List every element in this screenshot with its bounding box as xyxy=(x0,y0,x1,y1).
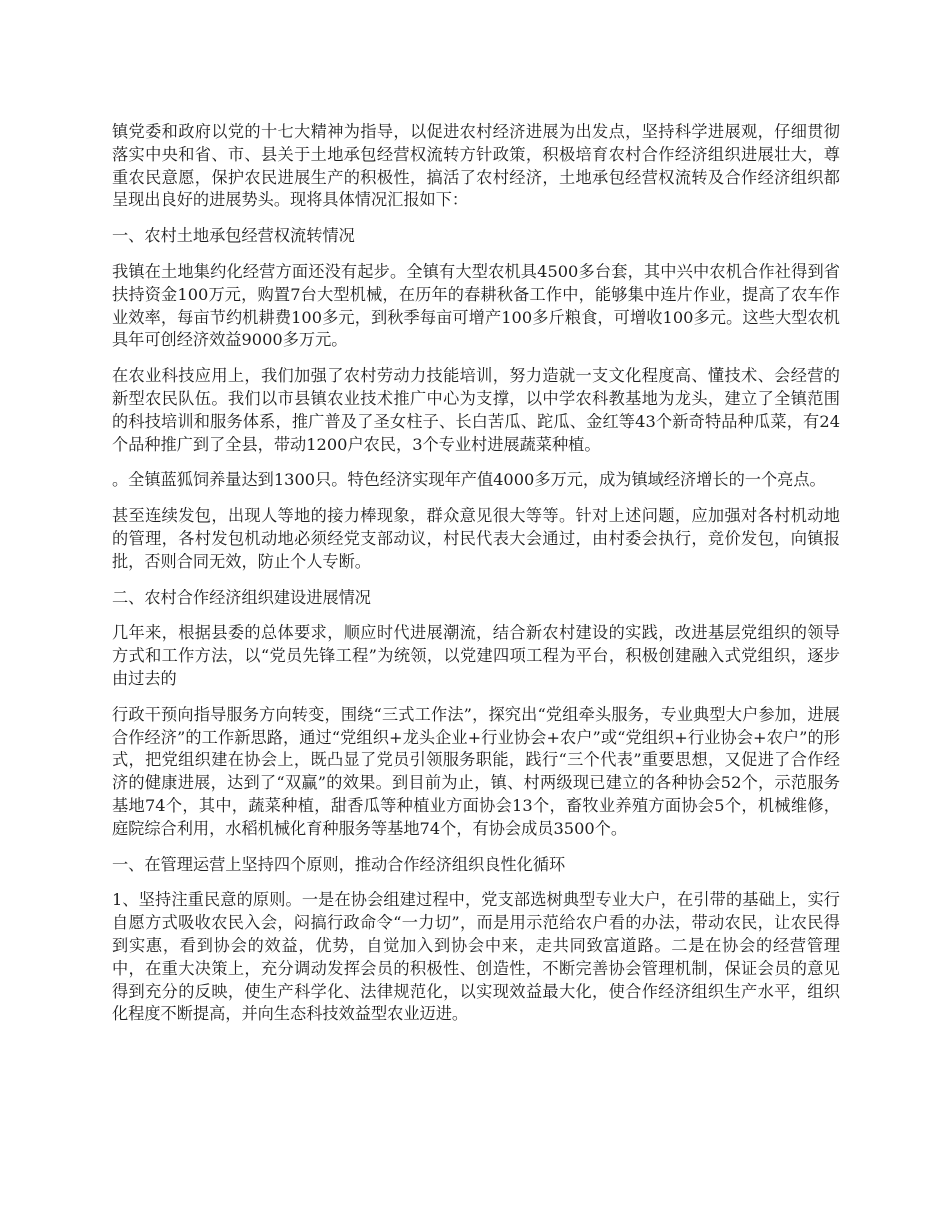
paragraph-technology: 在农业科技应用上，我们加强了农村劳动力技能培训，努力造就一支文化程度高、懂技术、会经营的新型农民队伍。我们以市县镇农业技术推广中心为支撑，以中学农科教基地为龙头，建立了全镇范围的科技培训和服务体系，推广普及了圣女柱子、长白苦瓜、跎瓜、金红等43个新奇特品种瓜菜，有24个品种推广到了全县，带动1200户农民，3个专业村进展蔬菜种植。 xyxy=(112,366,840,454)
section-heading-principles: 一、在管理运营上坚持四个原则，推动合作经济组织良性化循环 xyxy=(112,854,566,874)
section-heading-cooperatives: 二、农村合作经济组织建设进展情况 xyxy=(112,587,371,607)
document-page xyxy=(112,121,840,1039)
paragraph-public-opinion: 1、坚持注重民意的原则。一是在协会组建过程中，党支部选树典型专业大户，在引带的基础上，实行自愿方式吸收农民入会，闷搞行政命令“一力切”，而是用示范给农户看的办法，带动农民，让农民得到实惠，看到协会的效益，优势，自觉加入到协会中来，走共同致富道路。二是在协会的经营管理中，在重大决策上，充分调动发挥会员的积极性、创造性，不断完善协会管理机制，保证会员的意见得到充分的反映，使生产科学化、法律规范化，以实现效益最大化，使合作经济组织生产水平，组织化程度不断提高，并向生态科技效益型农业迈进。 xyxy=(112,890,840,1024)
paragraph-machinery: 我镇在土地集约化经营方面还没有起步。全镇有大型农机具4500多台套，其中兴中农机合作社得到省扶持资金100万元，购置7台大型机械，在历年的春耕秋备工作中，能够集中连片作业，提高了农车作业效率，每亩节约机耕费100多元，到秋季每亩可增产100多斤粮食，可增收100多元。这些大型农机具年可创经济效益9000多万元。 xyxy=(112,261,840,350)
paragraph-associations: 行政干预向指导服务方向转变，围绕“三式工作法”，探究出“党组牵头服务，专业典型大户参加，进展合作经济”的工作新思路，通过“党组织+龙头企业+行业协会+农户”或“党组织+行业协会+农户”的形式，把党组织建在协会上，既凸显了党员引领服务职能，践行“三个代表”重要思想，又促进了合作经济的健康进展，达到了“双赢”的效果。到目前为止，镇、村两级现已建立的各种协会52个，示范服务基地74个，其中，蔬菜种植，甜香瓜等种植业方面协会13个，畜牧业养殖方面协会5个，机械维修，庭院综合利用，水稻机械化育种服务等基地74个，有协会成员3500个。 xyxy=(112,704,840,838)
intro-paragraph: 镇党委和政府以党的十七大精神为指导，以促进农村经济进展为出发点，坚持科学进展观，仔细贯彻落实中央和省、市、县关于土地承包经营权流转方针政策，积极培育农村合作经济组织进展壮大，尊重农民意愿，保护农民进展生产的积极性，搞活了农村经济，土地承包经营权流转及合作经济组织都呈现出良好的进展势头。现将具体情况汇报如下： xyxy=(112,122,840,210)
paragraph-blue-fox: 。全镇蓝狐饲养量达到1300只。特色经济实现年产值4000多万元，成为镇域经济增长的一个亮点。 xyxy=(112,470,826,490)
paragraph-land-management: 甚至连续发包，出现人等地的接力棒现象，群众意见很大等等。针对上述问题，应加强对各村机动地的管理，各村发包机动地必须经党支部动议，村民代表大会通过，由村委会执行，竞价发包，向镇报批，否则合同无效，防止个人专断。 xyxy=(112,506,840,571)
paragraph-party-organization: 几年来，根据县委的总体要求，顺应时代进展潮流，结合新农村建设的实践，改进基层党组织的领导方式和工作方法，以“党员先锋工程”为统领，以党建四项工程为平台，积极创建融入式党组织，逐步由过去的 xyxy=(112,623,840,688)
section-heading-land-transfer: 一、农村土地承包经营权流转情况 xyxy=(112,226,355,246)
